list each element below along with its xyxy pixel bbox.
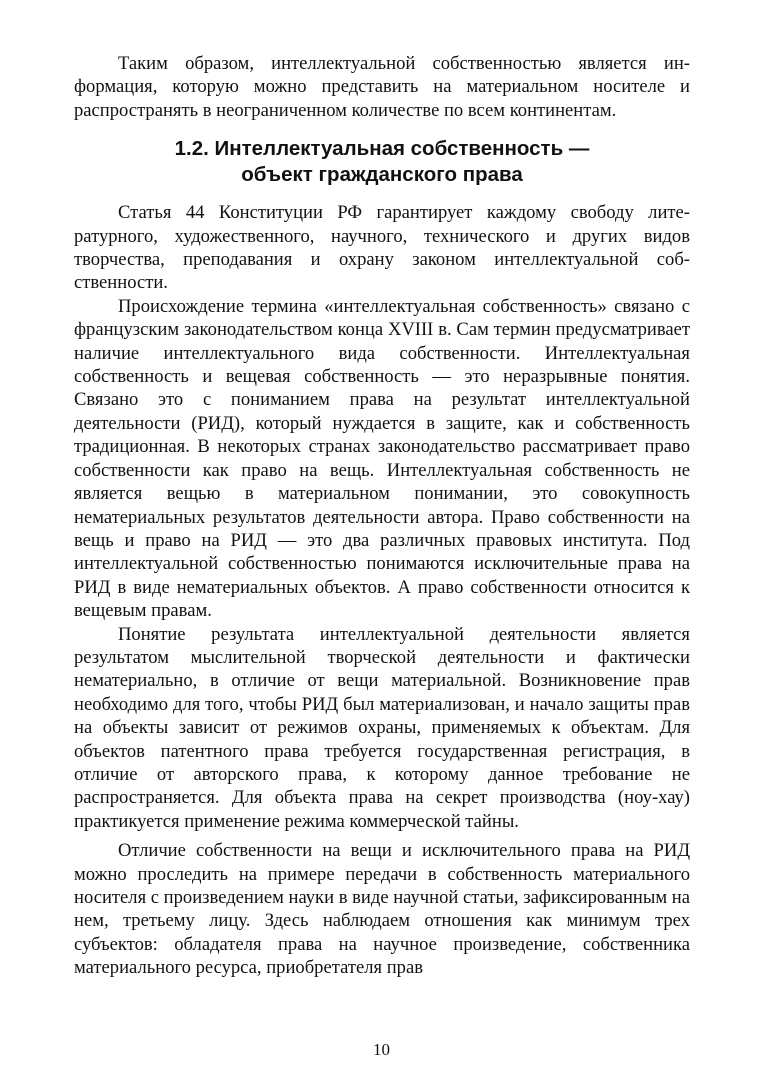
paragraph-rid-concept: Понятие результата интеллектуальной деятельности является результатом мыслительной творческой деятельности и фактически нематериально, в отличие от вещи материальной. Возникновение прав необходимо для того, чтобы РИД был материализован, и начало защиты прав на объекты зависит от режимов охраны, применяемых к объектам. Для объектов патентного права требуется государственная регистрация, в отличие от авторского права, к которому данное требование не распространяется. Для объекта права на секрет производства (ноу-хау) практикуется применение режима коммерческой тайны. [74,623,690,832]
page-number: 10 [373,1040,390,1059]
section-heading [74,136,690,188]
paragraph-term-origin: Происхождение термина «интеллектуальная собственность» связано с французским законодательством конца XVIII в. Сам термин предусматривает наличие интеллектуального вида собственности. Интеллектуальная собственность и вещевая собственность — это неразрывные понятия. Связано это с пониманием права на результат интеллектуальной деятельности (РИД), который нуждается в защите, как и собственность традиционная. В некоторых странах законодательство рассматривает право собственности как право на вещь. Интеллектуальная собственность не является вещью в материальном понимании, это совокупность нематериальных результатов деятельности автора. Право собственности на вещь и право на РИД — это два различных правовых института. Под интеллектуальной собственностью понимаются исключительные права на РИД в виде нематериальных объектов. А право собственности относится к вещевым правам. [74,295,690,622]
intro-paragraph: Таким образом, интеллектуальной собственностью является информация, которую можно представить на материальном носителе и распространять в неограниченном количестве по всем континентам. [74,53,690,121]
section-heading-line-2: объект гражданского права [241,163,523,187]
paragraph-constitution: Статья 44 Конституции РФ гарантирует каждому свободу литературного, художественного, научного, технического и других видов творчества, преподавания и охрану законом интеллектуальной собственности. [74,202,690,294]
document-page [74,52,690,980]
section-heading-line-1: 1.2. Интеллектуальная собственность — [174,137,590,161]
paragraph-property-difference: Отличие собственности на вещи и исключительного права на РИД можно проследить на примере передачи в собственность материального носителя с произведением науки в виде научной статьи, зафиксированным на нем, третьему лицу. Здесь наблюдаем отношения как минимум трех субъектов: обладателя права на научное произведение, собственника материального ресурса, приобретателя прав [74,840,690,979]
